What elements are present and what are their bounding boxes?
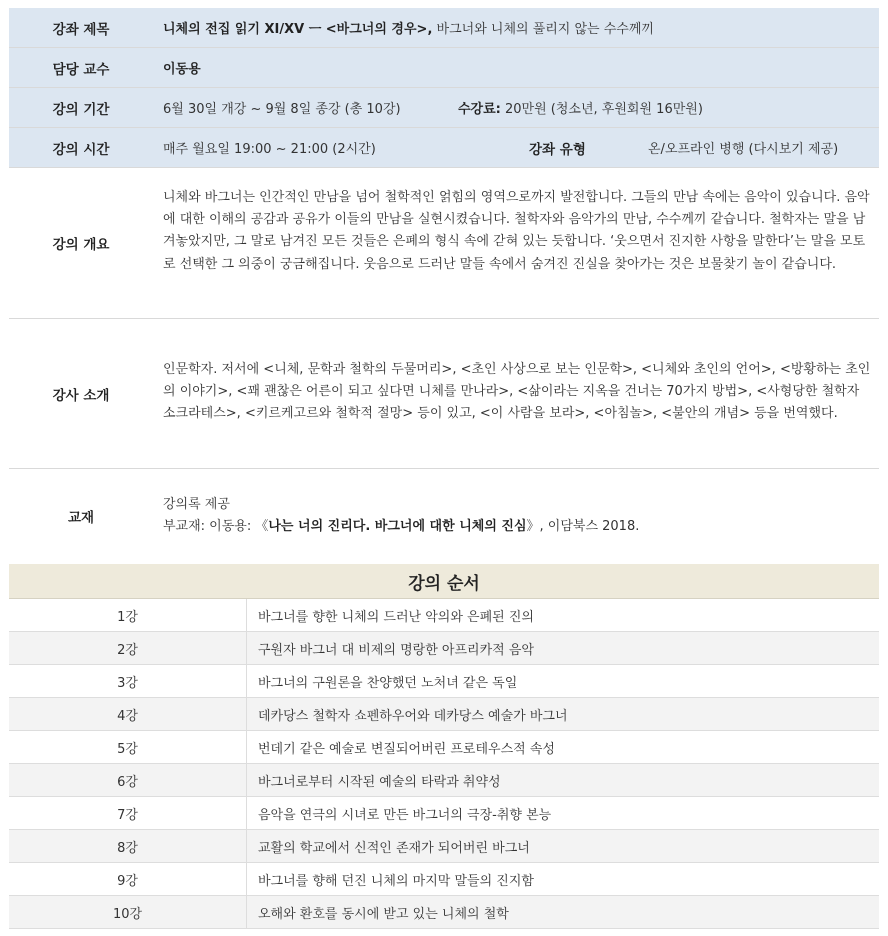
lecture-topic: 구원자 바그너 대 비제의 명랑한 아프리카적 음악 [258, 642, 534, 658]
lecture-topic: 바그너를 향한 니체의 드러난 악의와 은폐된 진의 [258, 609, 534, 625]
textbook-label: 교재 [67, 509, 95, 526]
lecture-schedule [9, 564, 879, 929]
lecture-topic: 오해와 환호를 동시에 받고 있는 니체의 철학 [258, 906, 509, 922]
period-row [9, 88, 879, 128]
schedule-row [9, 863, 879, 896]
period-value: 6월 30일 개강 ~ 9월 8일 종강 (총 10강) [163, 102, 401, 117]
professor-value: 이동용 [163, 62, 201, 77]
schedule-heading: 강의 순서 [9, 564, 879, 599]
lecture-number: 2강 [9, 632, 247, 664]
period-label: 강의 기간 [52, 101, 110, 118]
schedule-row [9, 731, 879, 764]
professor-row [9, 48, 879, 88]
schedule-row [9, 797, 879, 830]
lecture-number: 6강 [9, 764, 247, 796]
course-info-table [9, 8, 879, 562]
textbook-title: 나는 너의 진리다. 바그너에 대한 니체의 진심 [268, 519, 527, 535]
schedule-row [9, 896, 879, 929]
overview-label: 강의 개요 [52, 237, 110, 253]
schedule-row [9, 698, 879, 731]
type-value: 온/오프라인 병행 (다시보기 제공) [648, 142, 839, 157]
bio-label: 강사 소개 [52, 387, 110, 404]
lecture-number: 4강 [9, 698, 247, 730]
course-title-value [153, 8, 879, 47]
professor-label: 담당 교수 [52, 61, 110, 78]
time-label: 강의 시간 [52, 141, 110, 158]
lecture-number: 5강 [9, 731, 247, 763]
schedule-row [9, 632, 879, 665]
textbook-value [153, 469, 879, 562]
lecture-number: 8강 [9, 830, 247, 862]
lecture-number: 9강 [9, 863, 247, 895]
textbook-row [9, 469, 879, 562]
overview-text: 니체와 바그너는 인간적인 만남을 넘어 철학적인 얽힘의 영역으로까지 발전합니다. 그들의 만남 속에는 음악이 있습니다. 음악에 대한 이해의 공감과 공유가 이들의 만남을 실현시켰습니다. 철학자와 음악가의 만남, 수수께끼 같습니다. 철학자는 말을 남겨놓았지만, 그 말로 남겨진 모든 것들은 은폐의 형식 속에 갇혀 있는 듯합니다. ‘웃으면서 진지한 사항을 말한다’는 말을 모토로 선택한 그 의중이 궁금해집니다. 웃음으로 드러난 말들 속에서 숨겨진 진실을 찾아가는 것은 보물찾기 놀이 같습니다. [163, 190, 870, 272]
lecture-number: 3강 [9, 665, 247, 697]
bio-row [9, 319, 879, 469]
overview-row [9, 168, 879, 319]
course-title-sub: 바그너와 니체의 풀리지 않는 수수께끼 [432, 22, 654, 37]
schedule-row [9, 599, 879, 632]
lecture-topic: 교활의 학교에서 신적인 존재가 되어버린 바그너 [258, 840, 530, 856]
lecture-topic: 바그너로부터 시작된 예술의 타락과 취약성 [258, 774, 501, 790]
schedule-row [9, 665, 879, 698]
type-label: 강좌 유형 [529, 141, 586, 158]
textbook-line1: 강의록 제공 [163, 497, 230, 512]
lecture-topic: 음악을 연극의 시녀로 만든 바그너의 극장-취향 본능 [258, 807, 552, 823]
textbook-prefix: 부교재: 이동용: 《 [163, 519, 269, 535]
schedule-row [9, 764, 879, 797]
bio-text: 인문학자. 저서에 <니체, 문학과 철학의 두물머리>, <초인 사상으로 보는 인문학>, <니체와 초인의 언어>, <방황하는 초인의 이야기>, <꽤 괜찮은 어른이 되고 싶다면 니체를 만나라>, <삶이라는 지옥을 건너는 70가지 방법>, <사형당한 철학자 소크라테스>, <키르케고르와 철학적 절망> 등이 있고, <이 사람을 보라>, <아침놀>, <불안의 개념> 등을 번역했다. [163, 362, 871, 422]
fee-label: 수강료: [458, 102, 501, 117]
schedule-row [9, 830, 879, 863]
fee-value: 20만원 (청소년, 후원회원 16만원) [500, 102, 703, 117]
course-title-row [9, 8, 879, 48]
schedule-rows [9, 599, 879, 929]
lecture-topic: 바그너를 향해 던진 니체의 마지막 말들의 진지함 [258, 873, 534, 889]
textbook-line2 [163, 516, 875, 538]
lecture-topic: 번데기 같은 예술로 변질되어버린 프로테우스적 속성 [258, 741, 555, 757]
lecture-number: 1강 [9, 599, 247, 631]
course-title-label: 강좌 제목 [52, 21, 110, 38]
lecture-number: 10강 [9, 896, 247, 928]
lecture-number: 7강 [9, 797, 247, 829]
time-value: 매주 월요일 19:00 ~ 21:00 (2시간) [163, 142, 376, 157]
time-row [9, 128, 879, 168]
lecture-topic: 바그너의 구원론을 찬양했던 노처녀 같은 독일 [258, 675, 518, 691]
course-title-main: 니체의 전집 읽기 XI/XV ㅡ <바그너의 경우>, [163, 22, 433, 37]
lecture-topic: 데카당스 철학자 쇼펜하우어와 데카당스 예술가 바그너 [258, 708, 568, 724]
textbook-suffix: 》, 이담북스 2018. [526, 519, 640, 535]
